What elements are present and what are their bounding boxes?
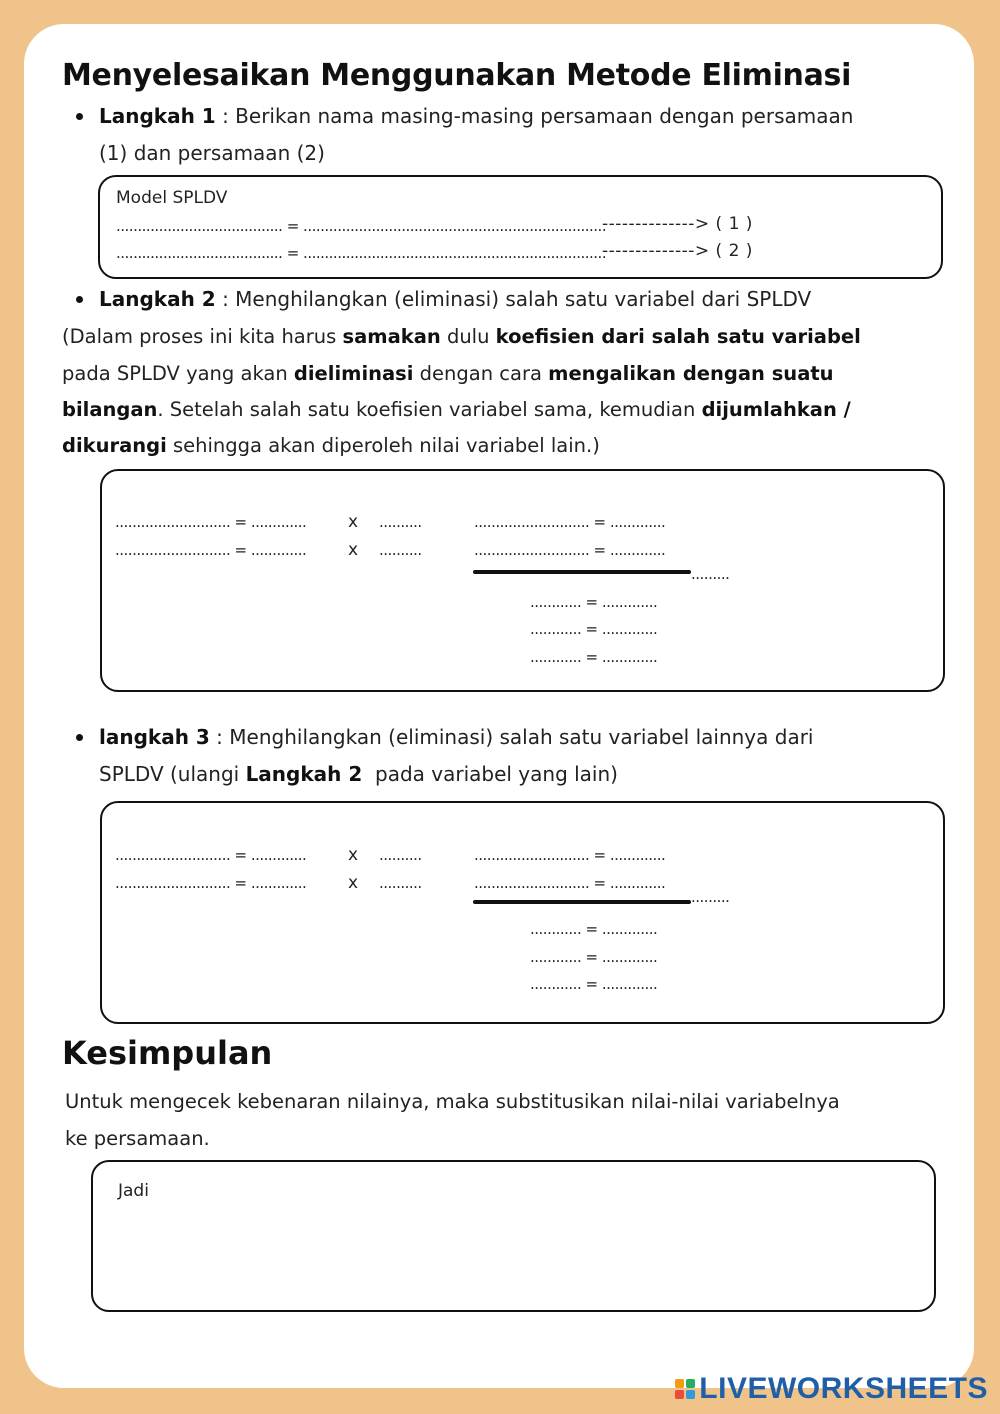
bullet-dot [76,734,83,741]
equation1-blank[interactable]: ....................................... = ....................................................................... [116,217,607,235]
arrow-label-2: --------------> ( 2 ) [602,241,753,261]
result-equation-blank[interactable]: ........................... = ............. [474,846,666,864]
step2-paragraph-line1 [62,318,861,355]
step1-text [99,98,853,134]
conclusion-text-line1: Untuk mengecek kebenaran nilainya, maka substitusikan nilai-nilai variabelnya [65,1090,840,1113]
text: pada variabel yang lain) [362,762,618,786]
bold-text: dieliminasi [293,362,414,385]
value-blank[interactable]: ............ = ............. [530,593,658,611]
operation-blank[interactable]: ......... [691,565,730,583]
conclusion-heading: Kesimpulan [62,1034,273,1072]
value-blank[interactable]: ............ = ............. [530,975,658,993]
step2-label: Langkah 2 [99,287,216,311]
equation-blank[interactable]: ........................... = ............. [115,846,307,864]
step2-paragraph-line2 [62,355,834,392]
bullet-dot [76,296,83,303]
elimination-work-box-1 [100,469,945,692]
operation-blank[interactable]: ......... [691,888,730,906]
multiplier-blank[interactable]: .......... [379,846,422,864]
result-equation-blank[interactable]: ........................... = ............. [474,513,666,531]
conclusion-text-line2: ke persamaan. [65,1127,210,1150]
text: dengan cara [413,362,549,385]
value-blank[interactable]: ............ = ............. [530,648,658,666]
subtraction-line [473,570,691,574]
multiply-sign: x [348,540,359,560]
multiplier-blank[interactable]: .......... [379,513,422,531]
text: dulu [440,325,496,348]
step1-text-line2: (1) dan persamaan (2) [99,141,325,165]
step3-label: langkah 3 [99,725,210,749]
conclusion-box-label: Jadi [118,1181,149,1201]
spldv-model-heading: Model SPLDV [116,188,228,208]
equation-blank[interactable]: ........................... = ............. [115,541,307,559]
result-equation-blank[interactable]: ........................... = ............. [474,874,666,892]
liveworksheets-logo [675,1372,988,1406]
step3-text [99,719,814,755]
step2-text [99,281,811,317]
step3-text-line2 [99,756,618,792]
spldv-model-box [98,175,943,279]
value-blank[interactable]: ............ = ............. [530,948,658,966]
text: sehingga akan diperoleh nilai variabel lain.) [166,434,600,457]
multiply-sign: x [348,873,359,893]
step2-desc: : Menghilangkan (eliminasi) salah satu variabel dari SPLDV [215,287,812,311]
text: SPLDV (ulangi [99,762,246,786]
subtraction-line [473,900,691,904]
bullet-dot [76,113,83,120]
bold-text: dijumlahkan / [701,398,851,421]
equation-blank[interactable]: ........................... = ............. [115,513,307,531]
logo-square [675,1379,684,1388]
liveworksheets-logo-text: LIVEWORKSHEETS [699,1372,988,1405]
logo-square [686,1379,695,1388]
text: (Dalam proses ini kita harus [62,325,343,348]
bold-text: bilangan [62,398,158,421]
equation-blank[interactable]: ........................... = ............. [115,874,307,892]
multiply-sign: x [348,845,359,865]
arrow-label-1: --------------> ( 1 ) [602,214,753,234]
multiplier-blank[interactable]: .......... [379,541,422,559]
logo-square [675,1390,684,1399]
bold-text: dikurangi [62,434,167,457]
bold-text: Langkah 2 [245,762,363,786]
logo-square [686,1390,695,1399]
step2-paragraph-line3 [62,391,851,428]
value-blank[interactable]: ............ = ............. [530,620,658,638]
step1-desc: : Berikan nama masing-masing persamaan dengan persamaan [215,104,854,128]
step3-desc: : Menghilangkan (eliminasi) salah satu variabel lainnya dari [209,725,814,749]
value-blank[interactable]: ............ = ............. [530,920,658,938]
conclusion-answer-box[interactable] [91,1160,936,1312]
result-equation-blank[interactable]: ........................... = ............. [474,541,666,559]
step2-paragraph-line4 [62,427,600,464]
bold-text: samakan [342,325,441,348]
bold-text: mengalikan dengan suatu [548,362,834,385]
page-title: Menyelesaikan Menggunakan Metode Eliminasi [62,58,852,93]
equation2-blank[interactable]: ....................................... = ....................................................................... [116,244,607,262]
step1-label: Langkah 1 [99,104,216,128]
bold-text: koefisien dari salah satu variabel [495,325,861,348]
liveworksheets-logo-mark [675,1379,695,1399]
text: . Setelah salah satu koefisien variabel sama, kemudian [157,398,702,421]
multiply-sign: x [348,512,359,532]
elimination-work-box-2 [100,801,945,1024]
multiplier-blank[interactable]: .......... [379,874,422,892]
text: pada SPLDV yang akan [62,362,294,385]
